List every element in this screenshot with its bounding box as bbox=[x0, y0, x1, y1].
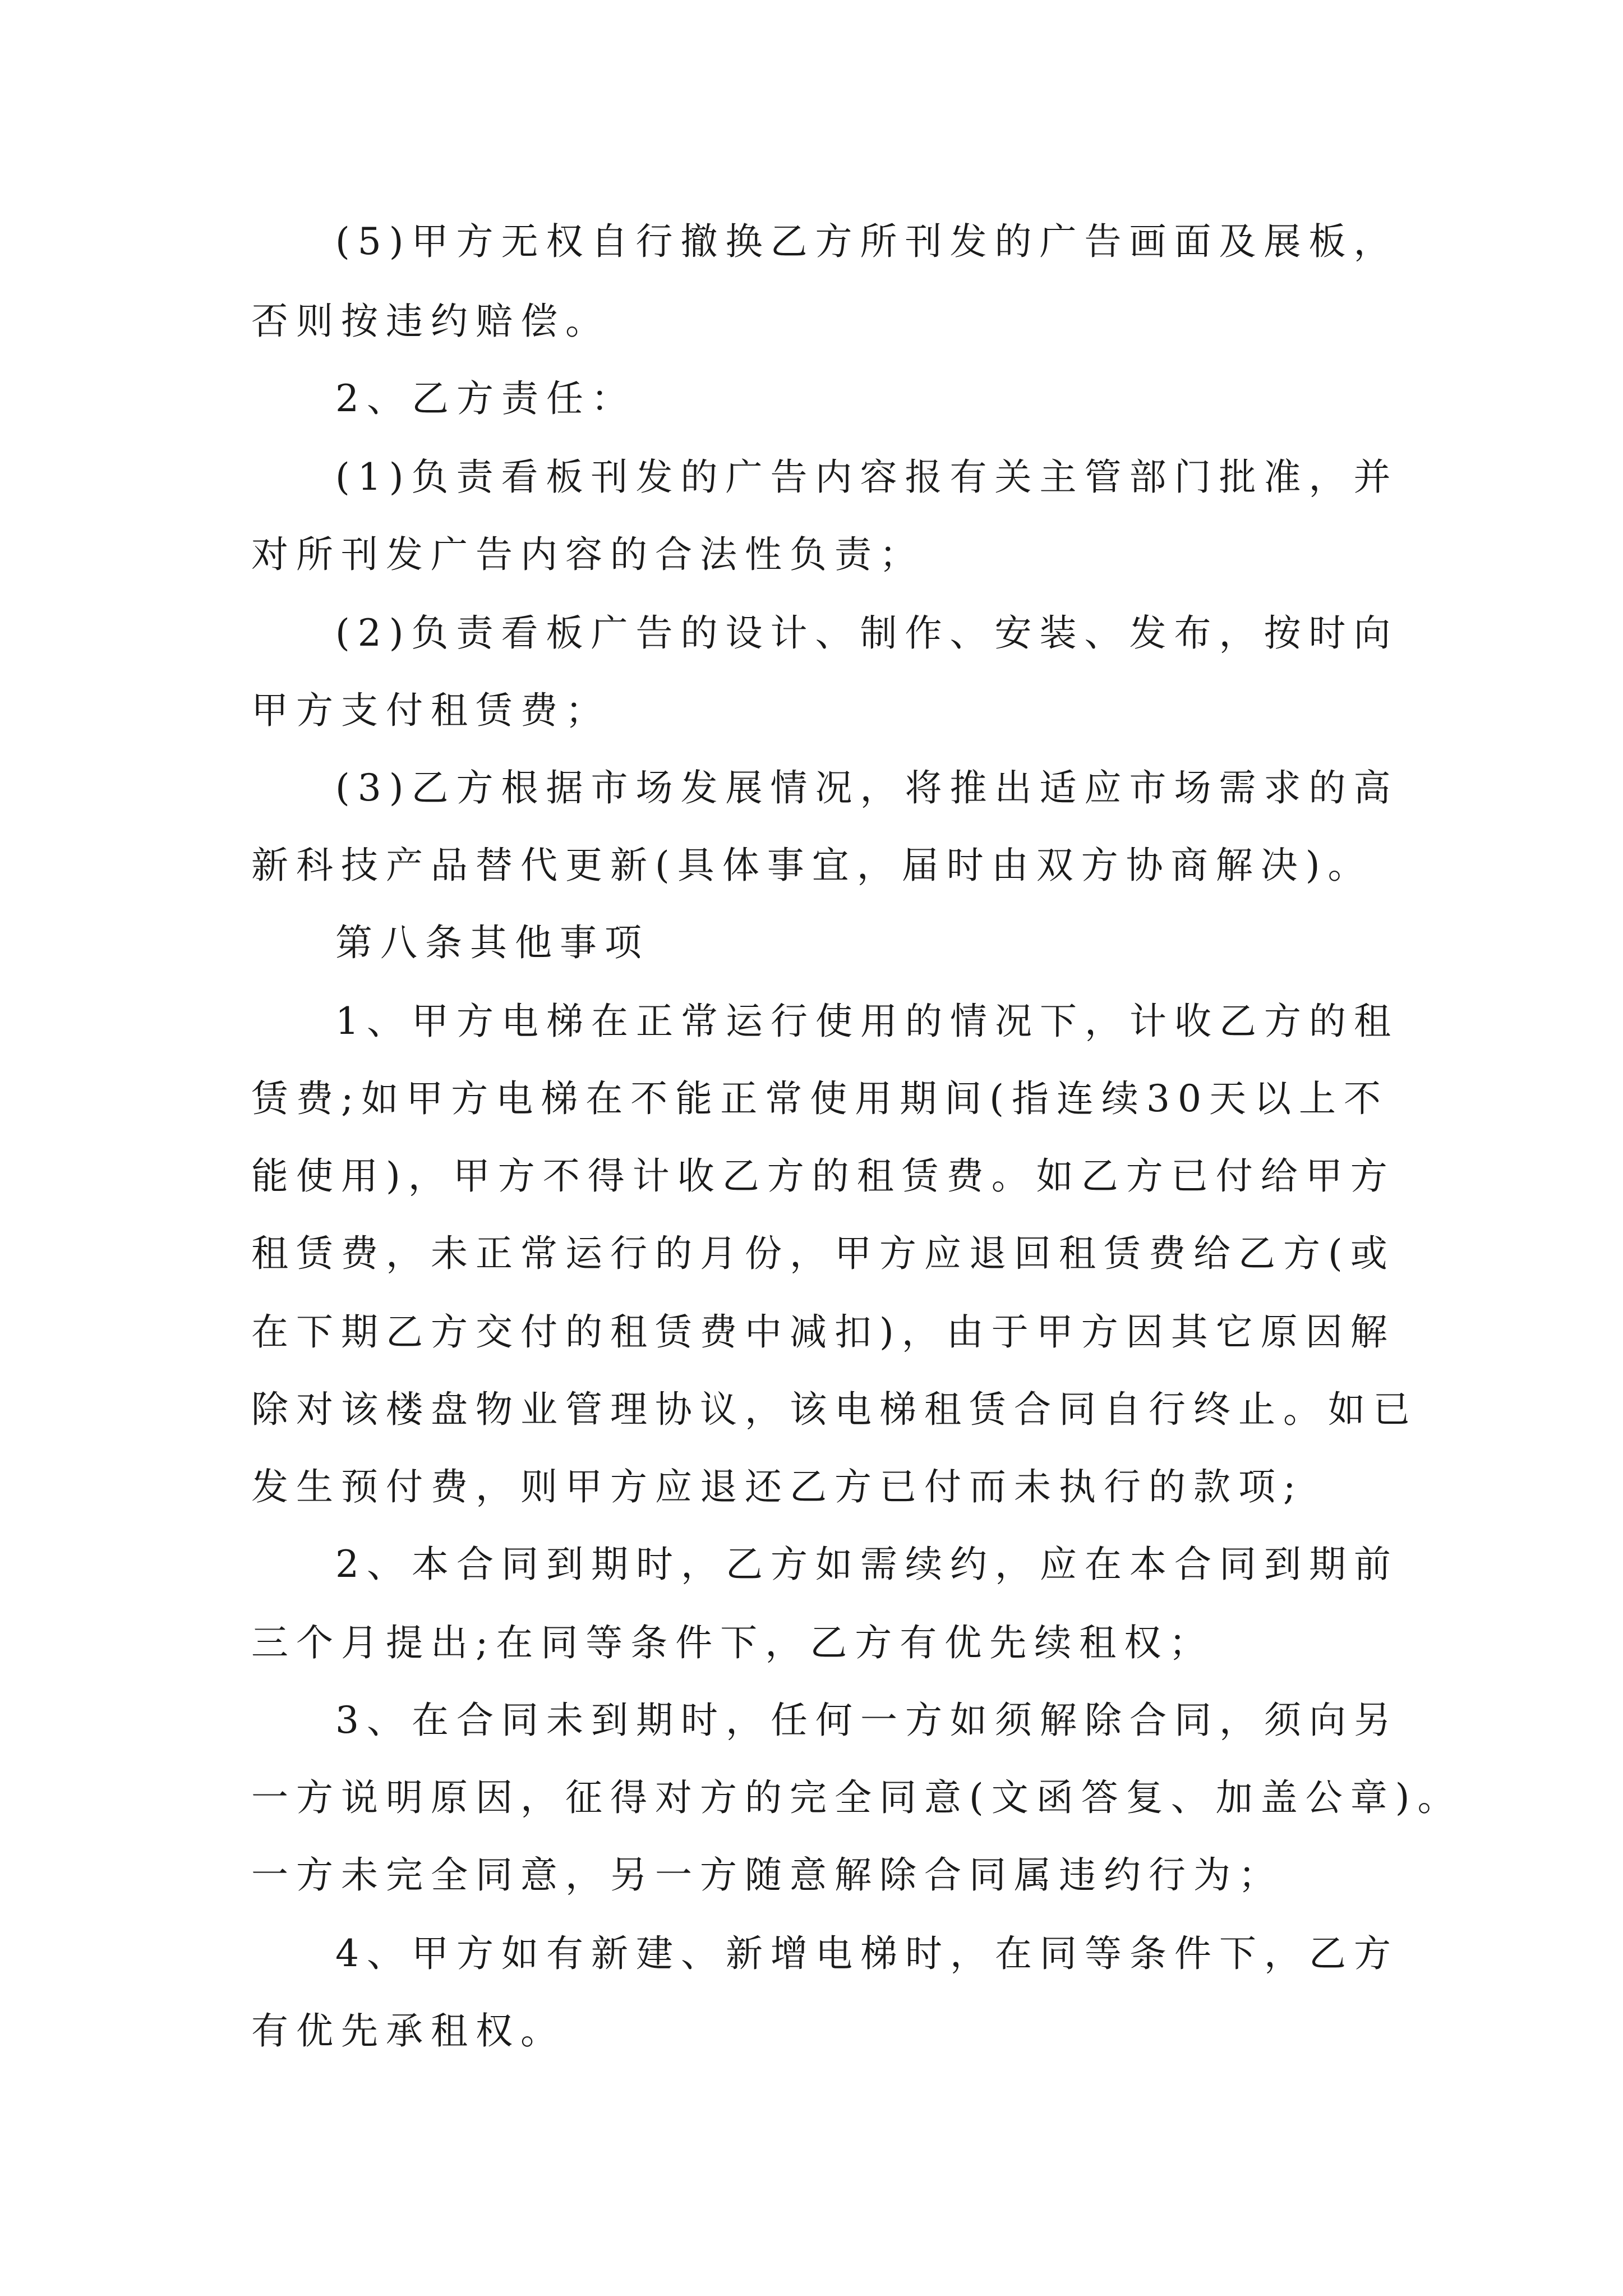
paragraph-line: 1、甲方电梯在正常运行使用的情况下，计收乙方的租 bbox=[335, 1000, 1399, 1043]
paragraph-line: 发生预付费，则甲方应退还乙方已付而未执行的款项; bbox=[251, 1465, 1304, 1508]
paragraph-line: 甲方支付租赁费； bbox=[251, 689, 610, 732]
paragraph-line: 对所刊发广告内容的合法性负责； bbox=[251, 533, 924, 576]
paragraph-line: 一方说明原因，征得对方的完全同意(文函答复、加盖公章)。 bbox=[251, 1776, 1463, 1819]
paragraph-line: (5)甲方无权自行撤换乙方所刊发的广告画面及展板， bbox=[335, 220, 1399, 263]
paragraph-line: 租赁费，未正常运行的月份，甲方应退回租赁费给乙方(或 bbox=[251, 1232, 1395, 1275]
paragraph-line: 2、本合同到期时，乙方如需续约，应在本合同到期前 bbox=[335, 1543, 1399, 1586]
paragraph-line: 3、在合同未到期时，任何一方如须解除合同，须向另 bbox=[335, 1699, 1399, 1742]
paragraph-line: 能使用)，甲方不得计收乙方的租赁费。如乙方已付给甲方 bbox=[251, 1154, 1395, 1198]
paragraph-line: 否则按违约赔偿。 bbox=[251, 300, 610, 343]
paragraph-line: 新科技产品替代更新(具体事宜，届时由双方协商解决)。 bbox=[251, 844, 1373, 887]
paragraph-line: 一方未完全同意，另一方随意解除合同属违约行为； bbox=[251, 1853, 1283, 1897]
paragraph-line: (3)乙方根据市场发展情况，将推出适应市场需求的高 bbox=[335, 766, 1399, 809]
paragraph-line: (1)负责看板刊发的广告内容报有关主管部门批准，并 bbox=[335, 455, 1399, 499]
paragraph-line: 2、乙方责任： bbox=[335, 377, 636, 420]
paragraph-line: 在下期乙方交付的租赁费中减扣)，由于甲方因其它原因解 bbox=[251, 1310, 1395, 1354]
paragraph-line: 4、甲方如有新建、新增电梯时，在同等条件下，乙方 bbox=[335, 1932, 1399, 1975]
paragraph-line: 有优先承租权。 bbox=[251, 2009, 565, 2053]
paragraph-line: 赁费;如甲方电梯在不能正常使用期间(指连续30天以上不 bbox=[251, 1077, 1389, 1120]
paragraph-line: (2)负责看板广告的设计、制作、安装、发布，按时向 bbox=[335, 611, 1399, 655]
section-heading: 第八条其他事项 bbox=[335, 921, 649, 964]
paragraph-line: 三个月提出;在同等条件下，乙方有优先续租权； bbox=[251, 1621, 1214, 1664]
paragraph-line: 除对该楼盘物业管理协议，该电梯租赁合同自行终止。如已 bbox=[251, 1388, 1418, 1431]
